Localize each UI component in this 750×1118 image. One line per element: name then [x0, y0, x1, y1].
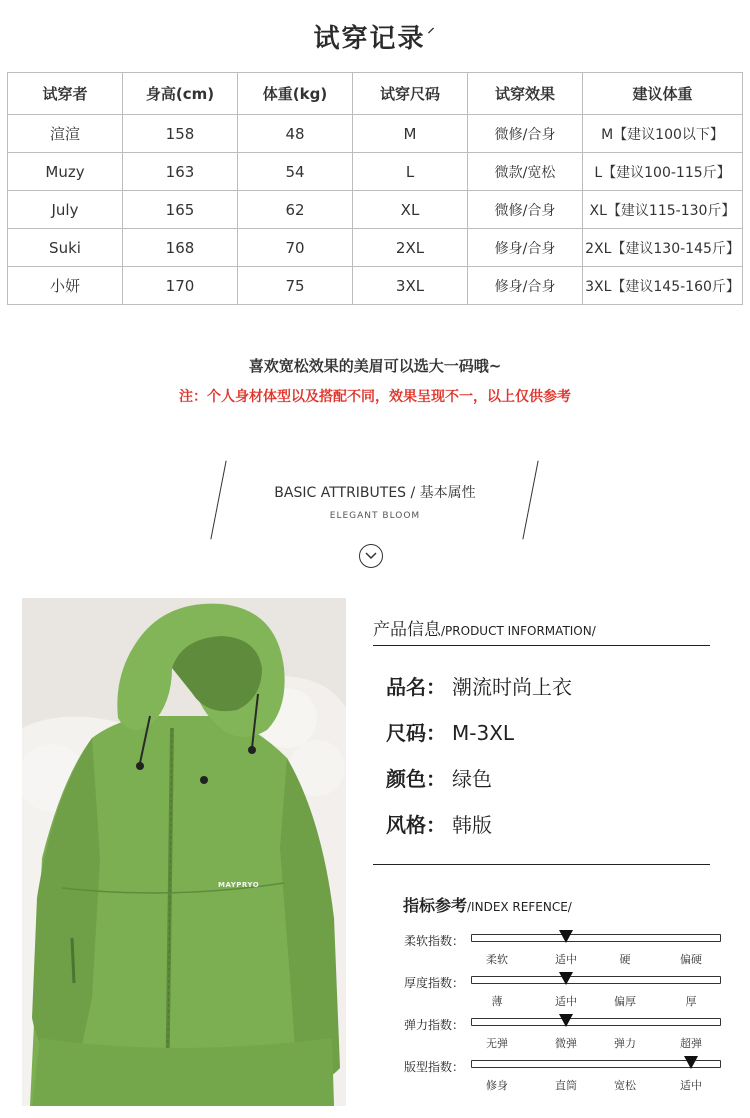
- product-style-row: 风格： 韩版: [386, 813, 492, 837]
- table-header: 试穿效果: [468, 73, 583, 115]
- index-tick-label: 厚: [685, 995, 697, 1008]
- table-header: 体重(kg): [238, 73, 353, 115]
- index-tick-label: 超弹: [680, 1037, 702, 1050]
- section-subtitle: ELEGANT BLOOM: [329, 511, 421, 521]
- table-cell: 3XL: [353, 267, 468, 305]
- index-marker-icon: [684, 1056, 698, 1069]
- sparkle-icon: ⸝: [427, 20, 437, 36]
- index-scale-bar: [471, 976, 721, 984]
- table-cell: 48: [238, 115, 353, 153]
- table-cell: July: [8, 191, 123, 229]
- index-tick-label: 偏硬: [680, 953, 702, 966]
- table-cell: 165: [123, 191, 238, 229]
- index-scale-bar: [471, 1018, 721, 1026]
- table-cell: 微修/合身: [468, 115, 583, 153]
- table-header: 建议体重: [583, 73, 743, 115]
- table-cell: 54: [238, 153, 353, 191]
- index-tick-label: 适中: [555, 995, 577, 1008]
- table-cell: 2XL【建议130-145斤】: [583, 229, 743, 267]
- table-cell: 75: [238, 267, 353, 305]
- table-cell: XL: [353, 191, 468, 229]
- table-cell: 2XL: [353, 229, 468, 267]
- index-tick-label: 硬: [619, 953, 631, 966]
- product-color-row: 颜色： 绿色: [386, 767, 492, 791]
- table-cell: 3XL【建议145-160斤】: [583, 267, 743, 305]
- table-row: [8, 115, 743, 153]
- index-label: 厚度指数：: [404, 976, 465, 990]
- index-tick-label: 偏厚: [614, 995, 636, 1008]
- divider: [373, 645, 710, 646]
- table-cell: L【建议100-115斤】: [583, 153, 743, 191]
- index-marker-icon: [559, 930, 573, 943]
- index-tick-label: 适中: [680, 1079, 702, 1092]
- product-photo: [22, 598, 346, 1106]
- index-marker-icon: [559, 1014, 573, 1027]
- product-size-row: 尺码： M-3XL: [386, 721, 515, 745]
- table-cell: 170: [123, 267, 238, 305]
- table-cell: 微修/合身: [468, 191, 583, 229]
- table-cell: 62: [238, 191, 353, 229]
- index-tick-label: 宽松: [614, 1079, 636, 1092]
- table-cell: 微款/宽松: [468, 153, 583, 191]
- index-tick-label: 无弹: [486, 1037, 508, 1050]
- section-title: BASIC ATTRIBUTES / 基本属性: [274, 485, 476, 501]
- table-header: 试穿尺码: [353, 73, 468, 115]
- product-info-heading: 产品信息/PRODUCT INFORMATION/: [373, 620, 596, 640]
- index-tick-label: 薄: [491, 995, 503, 1008]
- table-cell: 158: [123, 115, 238, 153]
- index-label: 弹力指数：: [404, 1018, 465, 1032]
- table-cell: 小妍: [8, 267, 123, 305]
- table-header: 身高(cm): [123, 73, 238, 115]
- index-tick-label: 弹力: [614, 1037, 636, 1050]
- index-tick-label: 直筒: [555, 1079, 577, 1092]
- index-label: 版型指数：: [404, 1060, 465, 1074]
- index-scale-bar: [471, 934, 721, 942]
- product-name-row: 品名： 潮流时尚上衣: [386, 675, 572, 699]
- table-cell: XL【建议115-130斤】: [583, 191, 743, 229]
- table-row: [8, 153, 743, 191]
- table-cell: 修身/合身: [468, 229, 583, 267]
- table-cell: 70: [238, 229, 353, 267]
- index-tick-label: 微弹: [555, 1037, 577, 1050]
- table-cell: M【建议100以下】: [583, 115, 743, 153]
- table-cell: L: [353, 153, 468, 191]
- index-label: 柔软指数：: [404, 934, 465, 948]
- page-title: 试穿记录 ⸝: [313, 20, 437, 54]
- table-header: 试穿者: [8, 73, 123, 115]
- chevron-down-icon: [359, 544, 383, 568]
- disclaimer-note: 注：个人身材体型以及搭配不同，效果呈现不一，以上仅供参考: [179, 389, 571, 405]
- index-tick-label: 适中: [555, 953, 577, 966]
- index-heading: 指标参考/INDEX REFENCE/: [403, 896, 572, 915]
- table-row: [8, 229, 743, 267]
- divider: [373, 864, 710, 865]
- table-header-row: [8, 73, 743, 115]
- size-tip: 喜欢宽松效果的美眉可以选大一码哦~: [248, 357, 502, 375]
- brand-logo: MAYPRYO: [218, 881, 260, 889]
- index-marker-icon: [559, 972, 573, 985]
- table-cell: Suki: [8, 229, 123, 267]
- table-cell: 163: [123, 153, 238, 191]
- table-cell: 168: [123, 229, 238, 267]
- size-table: [7, 72, 743, 305]
- index-tick-label: 柔软: [486, 953, 508, 966]
- table-cell: M: [353, 115, 468, 153]
- table-row: [8, 267, 743, 305]
- index-tick-label: 修身: [486, 1079, 508, 1092]
- table-row: [8, 191, 743, 229]
- table-cell: 修身/合身: [468, 267, 583, 305]
- table-cell: Muzy: [8, 153, 123, 191]
- table-cell: 渲渲: [8, 115, 123, 153]
